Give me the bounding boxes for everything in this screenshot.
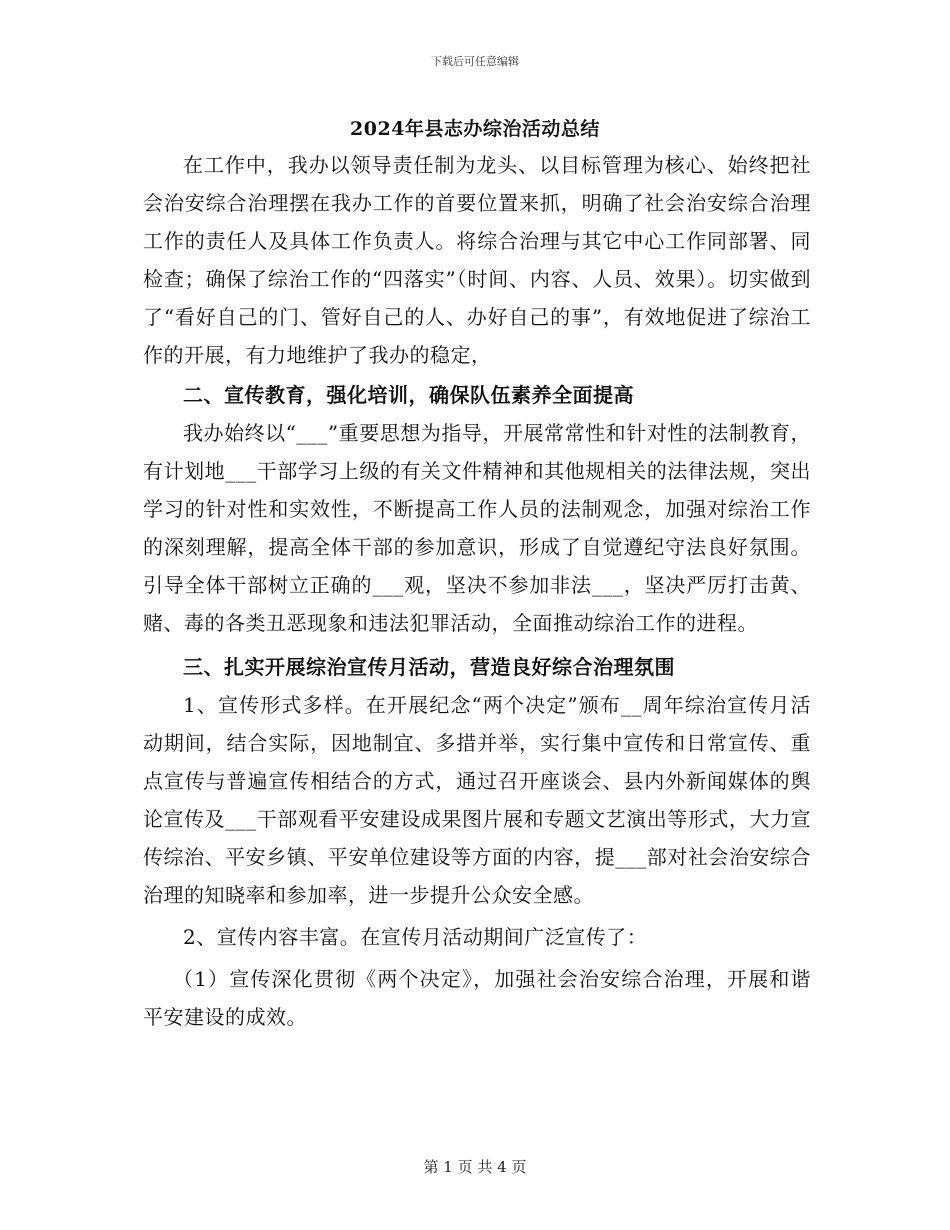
item-2-sub-1-paragraph: （1）宣传深化贯彻《两个决定》，加强社会治安综合治理，开展和谐平安建设的成效。 (143, 967, 811, 1029)
section-heading-2: 二、宣传教育，强化培训，确保队伍素养全面提高 (183, 383, 634, 407)
document-title: 2024年县志办综治活动总结 (350, 118, 600, 140)
document-body (143, 146, 811, 1036)
page-footer: 第 1 页 共 4 页 (423, 1158, 527, 1176)
section-heading-3: 三、扎实开展综治宣传月活动，营造良好综合治理氛围 (183, 655, 675, 679)
intro-paragraph: 在工作中，我办以领导责任制为龙头、以目标管理为核心、始终把社会治安综合治理摆在我办工作的首要位置来抓，明确了社会治安综合治理工作的责任人及具体工作负责人。将综合治理与其它中心工作同部署、同检查；确保了综治工作的“四落实”（时间、内容、人员、效果）。切实做到了“看好自己的门、管好自己的人、办好自己的事”，有效地促进了综治工作的开展，有力地维护了我办的稳定， (143, 153, 811, 367)
item-2-paragraph: 2、宣传内容丰富。在宣传月活动期间广泛宣传了： (183, 925, 648, 949)
section-2-paragraph: 我办始终以“___”重要思想为指导，开展常常性和针对性的法制教育，有计划地___干部学习上级的有关文件精神和其他规相关的法律法规，突出学习的针对性和实效性，不断提高工作人员的法制观念，加强对综治工作的深刻理解，提高全体干部的参加意识，形成了自觉遵纪守法良好氛围。引导全体干部树立正确的___观，坚决不参加非法___，坚决严厉打击黄、赌、毒的各类丑恶现象和违法犯罪活动，全面推动综治工作的进程。 (143, 421, 811, 635)
item-1-paragraph: 1、宣传形式多样。在开展纪念“两个决定”颁布__周年综治宣传月活动期间，结合实际，因地制宜、多措并举，实行集中宣传和日常宣传、重点宣传与普遍宣传相结合的方式，通过召开座谈会、县内外新闻媒体的舆论宣传及___干部观看平安建设成果图片展和专题文艺演出等形式，大力宣传综治、平安乡镇、平安单位建设等方面的内容，提___部对社会治安综合治理的知晓率和参加率，进一步提升公众安全感。 (143, 693, 811, 907)
header-note: 下载后可任意编辑 (431, 55, 519, 68)
